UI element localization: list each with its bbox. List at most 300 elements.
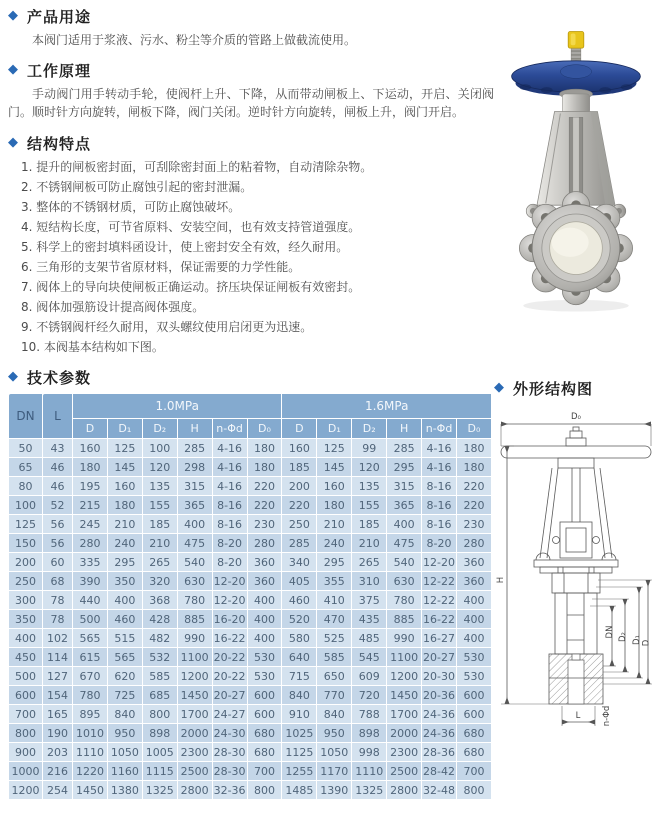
- table-row: [9, 458, 491, 476]
- table-cell: 180: [317, 496, 351, 514]
- valve-photo: [496, 16, 660, 334]
- table-cell: 788: [352, 705, 386, 723]
- table-cell: 20-22: [213, 667, 247, 685]
- table-cell: 1125: [282, 743, 316, 761]
- table-cell: 780: [178, 591, 212, 609]
- table-cell: 910: [282, 705, 316, 723]
- table-cell: 435: [352, 610, 386, 628]
- drawn-flange-section: [549, 654, 603, 704]
- table-cell: 180: [73, 458, 107, 476]
- section-heading-principle: [8, 60, 494, 80]
- table-cell: 280: [73, 534, 107, 552]
- table-cell: 600: [457, 705, 491, 723]
- section-heading-features: [8, 133, 494, 153]
- table-cell: 800: [248, 781, 282, 799]
- table-cell: 700: [248, 762, 282, 780]
- table-cell: 160: [282, 439, 316, 457]
- table-cell: 685: [143, 686, 177, 704]
- dim-label-d: D: [641, 639, 652, 647]
- table-cell: 545: [352, 648, 386, 666]
- table-cell: 285: [387, 439, 421, 457]
- feature-list: [8, 157, 494, 357]
- table-cell: 600: [457, 686, 491, 704]
- column-header: n-Φd: [422, 419, 456, 438]
- table-cell: 125: [317, 439, 351, 457]
- table-cell: 1380: [108, 781, 142, 799]
- table-cell: 160: [108, 477, 142, 495]
- table-row: [9, 553, 491, 571]
- column-header: D₀: [248, 419, 282, 438]
- table-cell: 500: [73, 610, 107, 628]
- table-cell: 300: [9, 591, 42, 609]
- table-cell: 1005: [143, 743, 177, 761]
- table-row: [9, 515, 491, 533]
- column-header: H: [178, 419, 212, 438]
- table-cell: 220: [282, 496, 316, 514]
- table-cell: 680: [248, 724, 282, 742]
- table-cell: 340: [282, 553, 316, 571]
- table-cell: 700: [457, 762, 491, 780]
- flange: [519, 192, 632, 312]
- table-cell: 365: [387, 496, 421, 514]
- table-cell: 60: [43, 553, 72, 571]
- table-cell: 565: [108, 648, 142, 666]
- table-row: [9, 610, 491, 628]
- table-row: [9, 648, 491, 666]
- table-cell: 254: [43, 781, 72, 799]
- table-row: [9, 724, 491, 742]
- column-header: D₂: [352, 419, 386, 438]
- table-cell: 8-20: [213, 553, 247, 571]
- table-cell: 280: [248, 534, 282, 552]
- table-cell: 8-16: [422, 496, 456, 514]
- table-cell: 1700: [387, 705, 421, 723]
- table-cell: 990: [387, 629, 421, 647]
- table-cell: 475: [387, 534, 421, 552]
- table-cell: 16-20: [213, 610, 247, 628]
- table-cell: 16-22: [213, 629, 247, 647]
- table-cell: 1485: [282, 781, 316, 799]
- table-cell: 8-16: [213, 496, 247, 514]
- table-header-row-1: [9, 394, 491, 418]
- table-row: [9, 591, 491, 609]
- table-cell: 335: [73, 553, 107, 571]
- column-header-l: L: [43, 394, 72, 438]
- table-cell: 28-42: [422, 762, 456, 780]
- table-cell: 585: [317, 648, 351, 666]
- table-cell: 120: [352, 458, 386, 476]
- section-title-params: 技术参数: [27, 368, 92, 387]
- table-cell: 20-22: [213, 648, 247, 666]
- table-cell: 1325: [352, 781, 386, 799]
- table-cell: 400: [9, 629, 42, 647]
- table-cell: 585: [143, 667, 177, 685]
- table-cell: 180: [108, 496, 142, 514]
- table-cell: 8-16: [213, 515, 247, 533]
- table-cell: 428: [143, 610, 177, 628]
- table-cell: 203: [43, 743, 72, 761]
- table-cell: 2500: [178, 762, 212, 780]
- table-cell: 4-16: [422, 439, 456, 457]
- table-cell: 8-20: [422, 534, 456, 552]
- feature-item: 2. 不锈钢闸板可防止腐蚀引起的密封泄漏。: [21, 180, 253, 194]
- table-cell: 1450: [73, 781, 107, 799]
- table-row: [9, 705, 491, 723]
- table-cell: 210: [108, 515, 142, 533]
- table-cell: 46: [43, 458, 72, 476]
- table-cell: 440: [73, 591, 107, 609]
- table-cell: 20-30: [422, 667, 456, 685]
- table-cell: 898: [143, 724, 177, 742]
- table-cell: 295: [317, 553, 351, 571]
- table-cell: 56: [43, 515, 72, 533]
- table-cell: 1100: [387, 648, 421, 666]
- table-cell: 150: [9, 534, 42, 552]
- table-cell: 135: [352, 477, 386, 495]
- table-cell: 24-36: [422, 724, 456, 742]
- dim-label-dn: DN: [605, 625, 615, 639]
- table-cell: 482: [143, 629, 177, 647]
- table-row: [9, 686, 491, 704]
- table-cell: 135: [143, 477, 177, 495]
- table-cell: 28-30: [213, 762, 247, 780]
- column-header: n-Φd: [213, 419, 247, 438]
- principle-paragraph: 手动阀门用手转动手轮，使阀杆上升、下降，从而带动闸板上、下运动，开启、关闭阀门。顺时针方向旋转，闸板下降，阀门关闭。逆时针方向旋转，闸板上升，阀门开启。: [8, 87, 494, 119]
- table-cell: 620: [108, 667, 142, 685]
- table-cell: 720: [352, 686, 386, 704]
- table-cell: 145: [108, 458, 142, 476]
- table-cell: 680: [457, 724, 491, 742]
- drawn-handwheel: [501, 427, 651, 468]
- table-cell: 43: [43, 439, 72, 457]
- table-cell: 298: [178, 458, 212, 476]
- table-cell: 1025: [282, 724, 316, 742]
- table-cell: 600: [248, 686, 282, 704]
- table-cell: 160: [73, 439, 107, 457]
- table-cell: 8-20: [213, 534, 247, 552]
- table-cell: 20-27: [213, 686, 247, 704]
- table-cell: 470: [317, 610, 351, 628]
- table-row: [9, 762, 491, 780]
- table-cell: 8-16: [422, 515, 456, 533]
- dim-label-d1: D₁: [632, 635, 642, 645]
- table-cell: 4-16: [213, 439, 247, 457]
- table-cell: 885: [387, 610, 421, 628]
- table-cell: 1115: [143, 762, 177, 780]
- table-cell: 990: [178, 629, 212, 647]
- table-cell: 8-16: [422, 477, 456, 495]
- table-cell: 28-30: [213, 743, 247, 761]
- table-cell: 400: [387, 515, 421, 533]
- table-cell: 580: [282, 629, 316, 647]
- table-cell: 360: [248, 572, 282, 590]
- table-cell: 50: [9, 439, 42, 457]
- table-cell: 515: [108, 629, 142, 647]
- table-cell: 1450: [387, 686, 421, 704]
- dim-label-n-phid: n-Φd: [602, 705, 612, 727]
- table-cell: 400: [108, 591, 142, 609]
- dim-label-h: H: [496, 576, 506, 584]
- table-cell: 800: [143, 705, 177, 723]
- table-cell: 102: [43, 629, 72, 647]
- feature-item: 5. 科学上的密封填料函设计，使上密封安全有效，经久耐用。: [21, 240, 349, 254]
- table-cell: 460: [282, 591, 316, 609]
- table-cell: 230: [248, 515, 282, 533]
- column-header: D₁: [317, 419, 351, 438]
- table-row: [9, 667, 491, 685]
- table-cell: 400: [248, 629, 282, 647]
- table-cell: 216: [43, 762, 72, 780]
- table-row: [9, 572, 491, 590]
- table-cell: 4-16: [213, 458, 247, 476]
- feature-item: 9. 不锈钢阀杆经久耐用，双头螺纹使用启闭更为迅速。: [21, 320, 313, 334]
- table-cell: 390: [73, 572, 107, 590]
- table-cell: 400: [248, 610, 282, 628]
- table-cell: 78: [43, 591, 72, 609]
- table-cell: 4-16: [213, 477, 247, 495]
- table-cell: 1325: [143, 781, 177, 799]
- table-row: [9, 534, 491, 552]
- table-row: [9, 743, 491, 761]
- feature-item: 3. 整体的不锈钢材质，可防止腐蚀破坏。: [21, 200, 241, 214]
- table-cell: 998: [352, 743, 386, 761]
- table-cell: 840: [108, 705, 142, 723]
- table-cell: 500: [9, 667, 42, 685]
- table-cell: 2800: [178, 781, 212, 799]
- table-cell: 895: [73, 705, 107, 723]
- table-cell: 295: [108, 553, 142, 571]
- table-cell: 180: [248, 439, 282, 457]
- table-cell: 1010: [73, 724, 107, 742]
- table-cell: 32-48: [422, 781, 456, 799]
- table-cell: 630: [387, 572, 421, 590]
- table-cell: 280: [457, 534, 491, 552]
- table-cell: 840: [317, 705, 351, 723]
- table-cell: 1200: [387, 667, 421, 685]
- table-cell: 540: [387, 553, 421, 571]
- table-cell: 2000: [178, 724, 212, 742]
- table-cell: 360: [248, 553, 282, 571]
- table-cell: 127: [43, 667, 72, 685]
- table-cell: 285: [282, 534, 316, 552]
- table-cell: 145: [317, 458, 351, 476]
- table-cell: 200: [9, 553, 42, 571]
- table-cell: 265: [352, 553, 386, 571]
- table-cell: 24-30: [213, 724, 247, 742]
- table-cell: 2800: [387, 781, 421, 799]
- table-cell: 180: [457, 439, 491, 457]
- table-cell: 20-27: [422, 648, 456, 666]
- table-cell: 315: [387, 477, 421, 495]
- table-cell: 540: [178, 553, 212, 571]
- table-cell: 165: [43, 705, 72, 723]
- table-cell: 400: [248, 591, 282, 609]
- table-cell: 350: [9, 610, 42, 628]
- table-cell: 285: [178, 439, 212, 457]
- table-cell: 1110: [73, 743, 107, 761]
- table-cell: 770: [317, 686, 351, 704]
- table-cell: 80: [9, 477, 42, 495]
- column-header: D: [73, 419, 107, 438]
- table-cell: 800: [457, 781, 491, 799]
- table-cell: 355: [317, 572, 351, 590]
- table-cell: 1450: [178, 686, 212, 704]
- table-cell: 265: [143, 553, 177, 571]
- table-cell: 24-27: [213, 705, 247, 723]
- table-cell: 715: [282, 667, 316, 685]
- table-cell: 1200: [9, 781, 42, 799]
- column-header: D: [282, 419, 316, 438]
- section-title-usage: 产品用途: [27, 7, 92, 26]
- stem-cap: [568, 32, 584, 64]
- column-header: D₂: [143, 419, 177, 438]
- table-row: [9, 477, 491, 495]
- table-cell: 640: [282, 648, 316, 666]
- tech-params-table: [8, 393, 492, 800]
- table-cell: 12-22: [422, 591, 456, 609]
- table-cell: 125: [9, 515, 42, 533]
- table-cell: 1220: [73, 762, 107, 780]
- table-cell: 700: [9, 705, 42, 723]
- diamond-icon: ◆: [8, 134, 19, 150]
- table-cell: 450: [9, 648, 42, 666]
- table-cell: 885: [178, 610, 212, 628]
- feature-item: 4. 短结构长度，可节省原料、安装空间，也有效支持管道强度。: [21, 220, 361, 234]
- table-cell: 20-36: [422, 686, 456, 704]
- column-header-dn: DN: [9, 394, 42, 438]
- table-cell: 12-20: [213, 572, 247, 590]
- feature-item: 8. 阀体加强筋设计提高阀体强度。: [21, 300, 205, 314]
- side-column: [492, 0, 660, 814]
- table-cell: 900: [9, 743, 42, 761]
- table-cell: 400: [178, 515, 212, 533]
- table-row: [9, 781, 491, 799]
- table-cell: 350: [108, 572, 142, 590]
- table-cell: 160: [317, 477, 351, 495]
- table-cell: 240: [108, 534, 142, 552]
- table-cell: 360: [457, 553, 491, 571]
- table-cell: 1000: [9, 762, 42, 780]
- table-cell: 99: [352, 439, 386, 457]
- section-heading-outline: [494, 378, 660, 398]
- table-cell: 680: [248, 743, 282, 761]
- table-cell: 220: [457, 496, 491, 514]
- table-cell: 295: [387, 458, 421, 476]
- table-cell: 400: [457, 629, 491, 647]
- column-group-1-6mpa: 1.6MPa: [282, 394, 491, 418]
- table-cell: 28-36: [422, 743, 456, 761]
- table-row: [9, 629, 491, 647]
- table-cell: 725: [108, 686, 142, 704]
- table-cell: 565: [73, 629, 107, 647]
- table-cell: 16-27: [422, 629, 456, 647]
- table-cell: 485: [352, 629, 386, 647]
- table-cell: 210: [317, 515, 351, 533]
- table-cell: 24-36: [422, 705, 456, 723]
- table-cell: 52: [43, 496, 72, 514]
- table-cell: 670: [73, 667, 107, 685]
- feature-item: 7. 阀体上的导向块使闸板正确运动。挤压块保证闸板有效密封。: [21, 280, 361, 294]
- table-cell: 368: [143, 591, 177, 609]
- valve-photo-graphic: [496, 16, 656, 330]
- table-cell: 780: [387, 591, 421, 609]
- table-cell: 1700: [178, 705, 212, 723]
- column-header: D₁: [108, 419, 142, 438]
- section-title-features: 结构特点: [27, 134, 92, 153]
- section-heading-params: [8, 367, 494, 387]
- table-cell: 200: [282, 477, 316, 495]
- diamond-icon: ◆: [8, 61, 19, 77]
- table-cell: 180: [457, 458, 491, 476]
- table-cell: 180: [248, 458, 282, 476]
- table-cell: 840: [282, 686, 316, 704]
- dim-label-d2: D₂: [618, 632, 628, 642]
- table-cell: 530: [457, 667, 491, 685]
- table-cell: 410: [317, 591, 351, 609]
- feature-item: 6. 三角形的支架节省原材料，保证需要的力学性能。: [21, 260, 301, 274]
- table-cell: 1390: [317, 781, 351, 799]
- table-cell: 475: [178, 534, 212, 552]
- outline-drawing-graphic: [492, 410, 656, 810]
- table-cell: 46: [43, 477, 72, 495]
- table-cell: 185: [143, 515, 177, 533]
- table-cell: 100: [143, 439, 177, 457]
- table-cell: 220: [248, 477, 282, 495]
- table-cell: 460: [108, 610, 142, 628]
- dim-label-d0: D₀: [571, 412, 581, 422]
- table-row: [9, 496, 491, 514]
- table-cell: 78: [43, 610, 72, 628]
- table-row: [9, 439, 491, 457]
- table-cell: 800: [9, 724, 42, 742]
- table-cell: 950: [108, 724, 142, 742]
- table-cell: 230: [457, 515, 491, 533]
- table-cell: 530: [248, 648, 282, 666]
- column-header: H: [387, 419, 421, 438]
- main-content-column: [8, 0, 494, 800]
- drawn-body: [534, 560, 618, 654]
- bottom-dimensions: [562, 706, 612, 727]
- table-cell: 780: [73, 686, 107, 704]
- table-cell: 315: [178, 477, 212, 495]
- table-cell: 120: [143, 458, 177, 476]
- table-cell: 320: [143, 572, 177, 590]
- table-cell: 615: [73, 648, 107, 666]
- table-cell: 530: [248, 667, 282, 685]
- table-cell: 185: [352, 515, 386, 533]
- table-cell: 100: [9, 496, 42, 514]
- table-cell: 4-16: [422, 458, 456, 476]
- table-cell: 2300: [387, 743, 421, 761]
- feature-item: 1. 提升的闸板密封面，可刮除密封面上的粘着物，自动清除杂物。: [21, 160, 373, 174]
- diamond-icon: ◆: [8, 7, 19, 23]
- table-cell: 190: [43, 724, 72, 742]
- table-cell: 155: [143, 496, 177, 514]
- table-body: [9, 439, 491, 799]
- table-cell: 1160: [108, 762, 142, 780]
- diamond-icon: ◆: [494, 379, 505, 395]
- table-cell: 600: [248, 705, 282, 723]
- table-cell: 220: [457, 477, 491, 495]
- table-subheader-row: [9, 419, 491, 438]
- table-cell: 2500: [387, 762, 421, 780]
- table-cell: 1100: [178, 648, 212, 666]
- table-cell: 12-20: [422, 553, 456, 571]
- table-cell: 405: [282, 572, 316, 590]
- table-cell: 898: [352, 724, 386, 742]
- table-cell: 65: [9, 458, 42, 476]
- table-cell: 16-22: [422, 610, 456, 628]
